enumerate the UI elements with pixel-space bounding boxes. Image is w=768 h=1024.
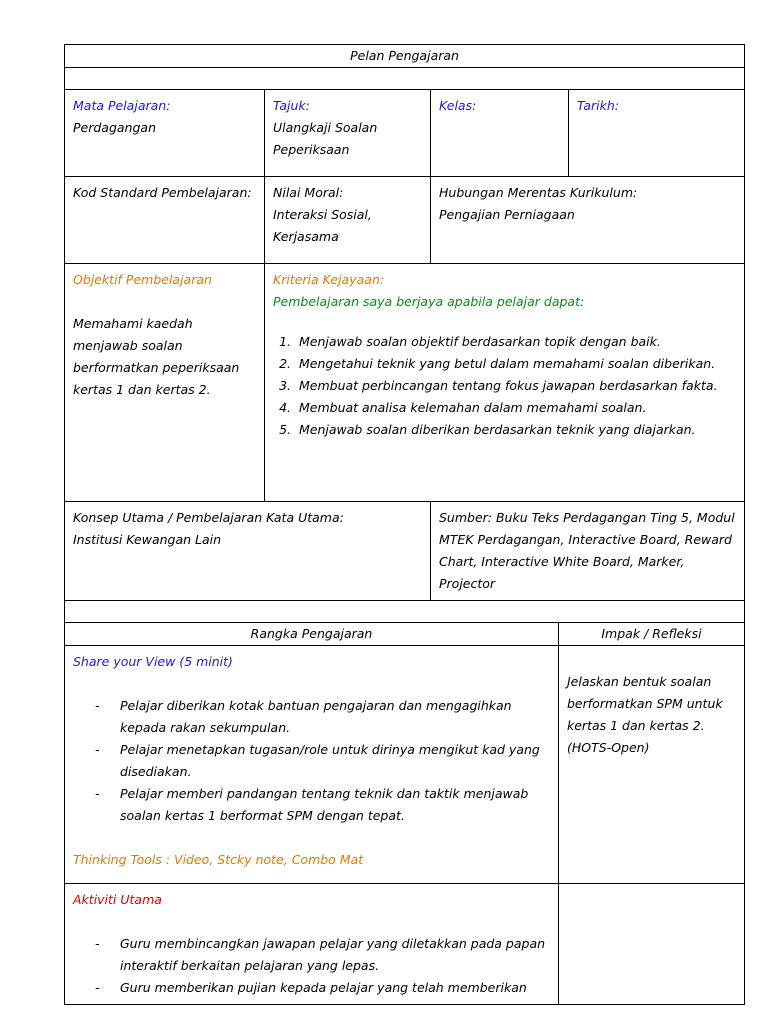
- criteria-list: [273, 331, 736, 441]
- criteria-item: 1. Menjawab soalan objektif berdasarkan topik dengan baik.: [295, 331, 736, 353]
- thinking-tools: Thinking Tools : Video, Stcky note, Combo Mat: [73, 852, 364, 867]
- lesson-plan: [64, 44, 744, 1005]
- topic-label: Tajuk:: [273, 98, 310, 113]
- resources-cell: [431, 502, 745, 601]
- criteria-item: 3. Membuat perbincangan tentang fokus jawapan berdasarkan fakta.: [295, 375, 736, 397]
- key-concept-label: Konsep Utama / Pembelajaran Kata Utama:: [73, 510, 344, 525]
- main-activity-reflection-cell: [559, 884, 745, 1005]
- main-activity-cell: [65, 884, 559, 1005]
- reflection-header: Impak / Refleksi: [559, 623, 745, 646]
- cross-curriculum-value: Pengajian Perniagaan: [439, 207, 575, 222]
- main-activity-list: [73, 933, 550, 999]
- subject-value: Perdagangan: [73, 120, 156, 135]
- moral-value-cell: [265, 177, 431, 264]
- share-view-item: - Pelajar menetapkan tugasan/role untuk dirinya mengikut kad yang disediakan.: [95, 739, 550, 783]
- class-label: Kelas:: [439, 98, 477, 113]
- share-view-item: - Pelajar diberikan kotak bantuan pengajaran dan mengagihkan kepada rakan sekumpulan.: [95, 695, 550, 739]
- lesson-info-table: [64, 44, 745, 264]
- share-view-cell: [65, 646, 559, 884]
- standard-code-label: Kod Standard Pembelajaran:: [73, 185, 252, 200]
- framework-table: [64, 622, 745, 1005]
- topic-cell: [265, 90, 431, 177]
- share-view-item: - Pelajar memberi pandangan tentang teknik dan taktik menjawab soalan kertas 1 berformat SPM dengan tepat.: [95, 783, 550, 827]
- objective-label: Objektif Pembelajaran: [73, 272, 212, 287]
- objective-cell: [65, 264, 265, 502]
- cross-curriculum-cell: [431, 177, 745, 264]
- main-activity-label: Aktiviti Utama: [73, 892, 162, 907]
- subject-label: Mata Pelajaran:: [73, 98, 171, 113]
- blank-row: [65, 68, 745, 90]
- resources-text: Sumber: Buku Teks Perdagangan Ting 5, Modul MTEK Perdagangan, Interactive Board, Reward Chart, Interactive White Board, Marker, Projector: [439, 510, 735, 591]
- date-cell: [569, 90, 745, 177]
- blank-row: [65, 601, 745, 623]
- concept-table: [64, 501, 745, 623]
- criteria-item: 5. Menjawab soalan diberikan berdasarkan teknik yang diajarkan.: [295, 419, 736, 441]
- key-concept-cell: [65, 502, 431, 601]
- page-title: Pelan Pengajaran: [65, 45, 745, 68]
- class-cell: [431, 90, 569, 177]
- objective-text: Memahami kaedah menjawab soalan berformatkan peperiksaan kertas 1 dan kertas 2.: [73, 316, 240, 397]
- moral-value: Interaksi Sosial, Kerjasama: [273, 207, 372, 244]
- standard-code-cell: [65, 177, 265, 264]
- key-concept-value: Institusi Kewangan Lain: [73, 532, 222, 547]
- main-activity-item: - Guru memberikan pujian kepada pelajar yang telah memberikan: [95, 977, 550, 999]
- criteria-cell: [265, 264, 745, 502]
- criteria-item: 2. Mengetahui teknik yang betul dalam memahami soalan diberikan.: [295, 353, 736, 375]
- date-label: Tarikh:: [577, 98, 619, 113]
- subject-cell: [65, 90, 265, 177]
- objectives-table: [64, 263, 745, 502]
- share-view-label: Share your View (5 minit): [73, 654, 233, 669]
- cross-curriculum-label: Hubungan Merentas Kurikulum:: [439, 185, 638, 200]
- criteria-intro: Pembelajaran saya berjaya apabila pelajar dapat:: [273, 294, 585, 309]
- main-activity-item: - Guru membincangkan jawapan pelajar yang diletakkan pada papan interaktif berkaitan pelajaran yang lepas.: [95, 933, 550, 977]
- reflection-text: Jelaskan bentuk soalan berformatkan SPM untuk kertas 1 dan kertas 2. (HOTS-Open): [567, 674, 723, 755]
- criteria-item: 4. Membuat analisa kelemahan dalam memahami soalan.: [295, 397, 736, 419]
- moral-label: Nilai Moral:: [273, 185, 344, 200]
- criteria-label: Kriteria Kejayaan:: [273, 272, 385, 287]
- reflection-cell: [559, 646, 745, 884]
- share-view-list: [73, 695, 550, 827]
- topic-value: Ulangkaji Soalan Peperiksaan: [273, 120, 378, 157]
- framework-header: Rangka Pengajaran: [65, 623, 559, 646]
